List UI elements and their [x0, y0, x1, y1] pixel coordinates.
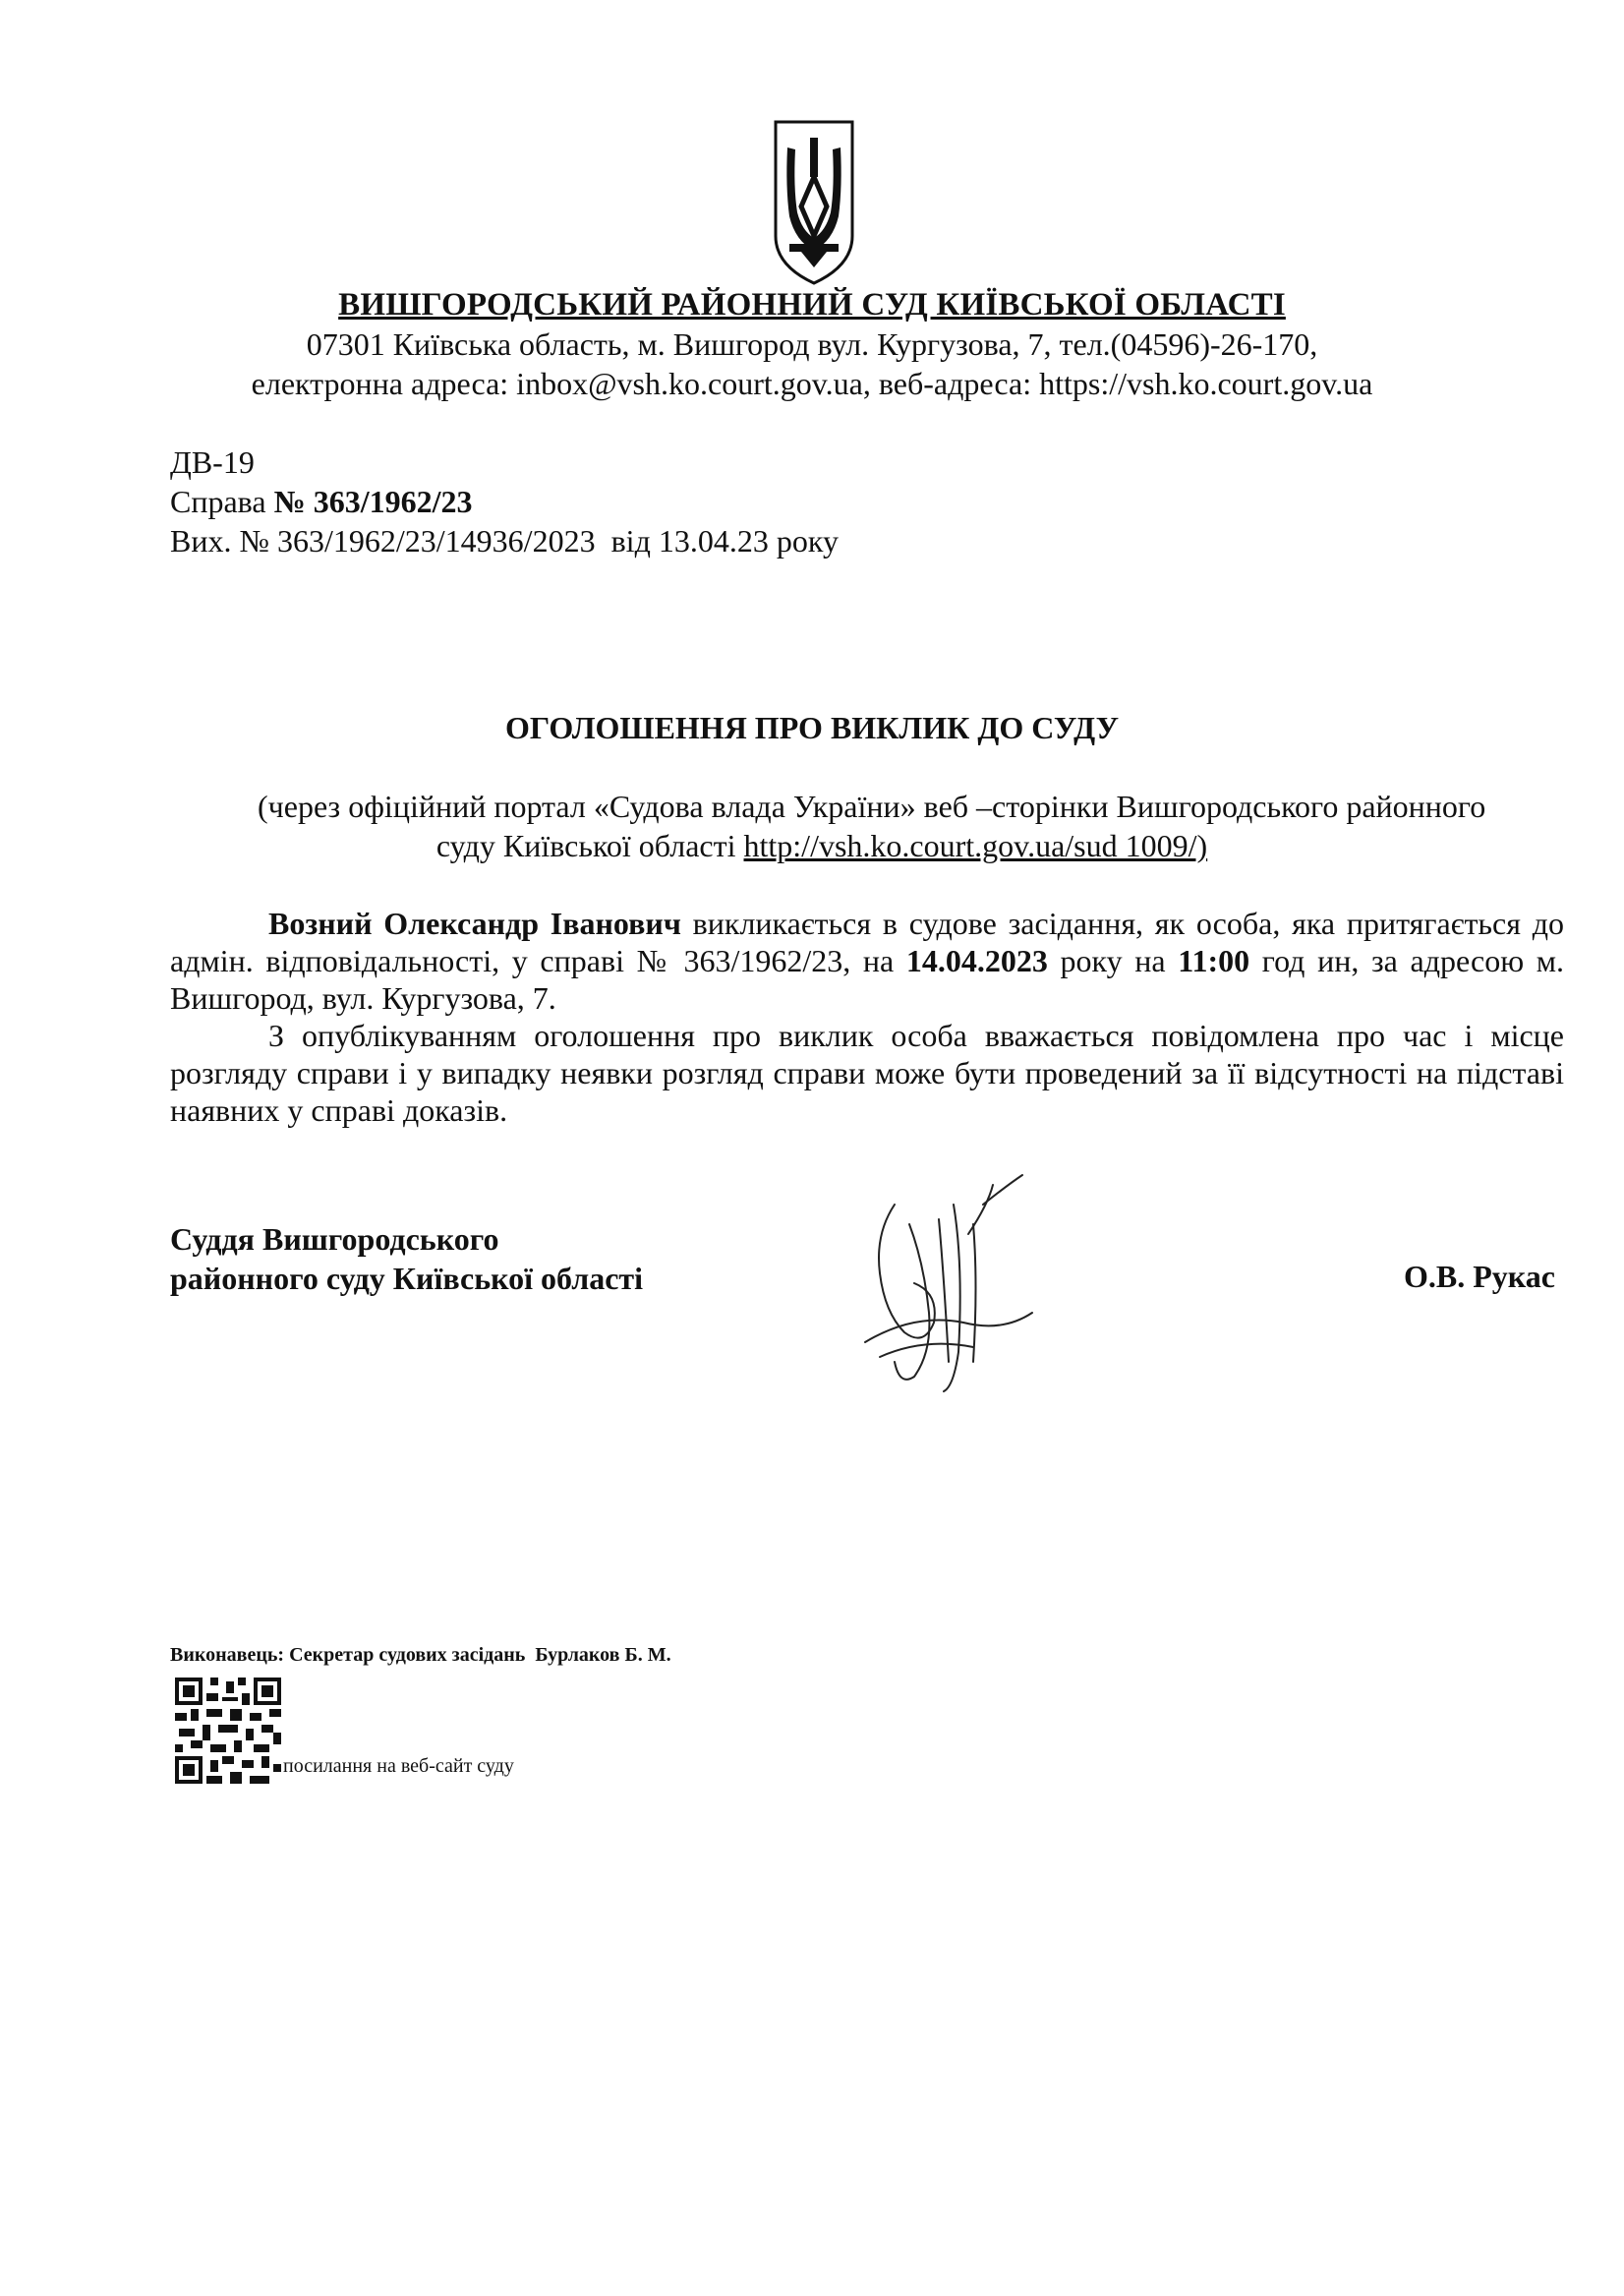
paragraph-1-text-a: викликається в судове засідання, як особа, яка притягається до адмін. відповідальності, у справі № 363/1962/23, на	[170, 906, 1565, 978]
notice-body	[170, 905, 1564, 1129]
case-label: Справа	[170, 484, 274, 519]
judge-name: О.В. Рукас	[1404, 1259, 1555, 1294]
document-code: ДВ-19	[170, 444, 255, 480]
court-name: ВИШГОРОДСЬКИЙ РАЙОННИЙ СУД КИЇВСЬКОЇ ОБЛАСТІ	[338, 287, 1286, 323]
court-contacts: електронна адреса: inbox@vsh.ko.court.gov.ua, веб-адреса: https://vsh.ko.court.gov.ua	[251, 366, 1373, 401]
hearing-date: 14.04.2023	[905, 943, 1048, 978]
qr-caption: посилання на веб-сайт суду	[283, 1755, 514, 1777]
hearing-time: 11:00	[1178, 943, 1250, 978]
judge-position-line-2: районного суду Київської області	[170, 1261, 643, 1296]
paragraph-1-text-c: год ин, за адресою м. Вишгород, вул. Кургузова, 7.	[170, 943, 1565, 1016]
handwritten-signature	[836, 1165, 1062, 1396]
case-number: № 363/1962/23	[273, 484, 473, 519]
tryzub-coat-of-arms-icon	[772, 118, 856, 287]
document-title: ОГОЛОШЕННЯ ПРО ВИКЛИК ДО СУДУ	[504, 710, 1120, 745]
portal-line-2-prefix: суду Київської області	[435, 828, 744, 863]
portal-link[interactable]: http://vsh.ko.court.gov.ua/sud 1009/)	[743, 828, 1208, 863]
executor-line: Виконавець: Секретар судових засідань Бурлаков Б. М.	[170, 1644, 671, 1666]
case-line	[170, 482, 839, 521]
person-name: Возний Олександр Іванович	[268, 906, 681, 941]
court-address: 07301 Київська область, м. Вишгород вул. Кургузова, 7, тел.(04596)-26-170,	[306, 326, 1318, 362]
document-meta	[170, 442, 839, 560]
portal-line-2	[0, 828, 1624, 864]
portal-line-1: (через офіційний портал «Судова влада України» веб –сторінки Вишгородського районного	[258, 789, 1486, 824]
outgoing-number: Вих. № 363/1962/23/14936/2023 від 13.04.23 року	[170, 523, 839, 559]
qr-code-icon	[175, 1678, 281, 1784]
judge-position-line-1: Суддя Вишгородського	[170, 1221, 499, 1257]
paragraph-1-text-b: року на	[1047, 943, 1179, 978]
notice-paragraph-1	[170, 905, 1564, 1017]
notice-paragraph-2: З опублікуванням оголошення про виклик особа вважається повідомлена про час і місце розгляду справи і у випадку неявки розгляд справи може бути проведений за її відсутності на підставі наявних у справі доказів.	[170, 1018, 1564, 1128]
judge-position	[170, 1219, 643, 1298]
